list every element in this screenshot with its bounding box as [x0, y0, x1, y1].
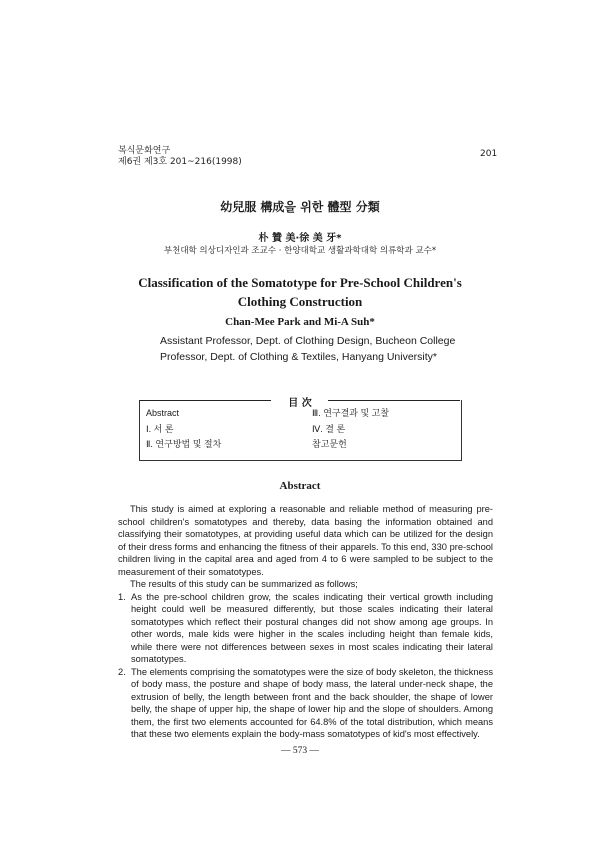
journal-header: [118, 146, 242, 168]
abstract-paragraph: This study is aimed at exploring a reasonable and reliable method of measuring pre-school children's somatotypes and thereby, data basing the information obtained and classifying their somatotypes, at providing useful data which can be utilized for the design of their dress forms and enhancing the fitness of their apparels. To this end, 330 pre-school children living in the capital area and aged from 4 to 6 were sampled to be subject to the measurement of their somatotypes.: [118, 504, 493, 577]
affiliation-korean: 부천대학 의상디자인과 조교수 · 한양대학교 생활과학대학 의류학과 교수*: [163, 246, 437, 256]
journal-name: 복식문화연구: [118, 146, 171, 156]
toc-item: 참고문헌: [312, 439, 347, 449]
authors-english: Chan-Mee Park and Mi-A Suh*: [225, 316, 375, 328]
toc-item: Abstract: [146, 408, 180, 418]
list-text: As the pre-school children grow, the scales indicating their vertical growth including height could well be measured differently, but those scales indicating their lateral somatotypes which reflect their postural changes did not show among age groups. In other words, male kids were higher in the scales including height than female kids, while there were not differences between sexes in most scales indicating their lateral somatotypes.: [131, 591, 493, 664]
affiliation-english-line2: Professor, Dept. of Clothing & Textiles, Hanyang University*: [160, 351, 438, 363]
page-footer: — 573 —: [281, 746, 319, 756]
toc-item: Ⅲ. 연구결과 및 고찰: [312, 408, 390, 418]
list-item: [118, 591, 493, 666]
title-english: [0, 273, 600, 311]
list-number: 1.: [118, 591, 126, 602]
toc-item: Ⅱ. 연구방법 및 절차: [146, 439, 222, 449]
journal-volume: 제6권 제3호 201~216(1998): [118, 157, 242, 167]
abstract-body: [118, 503, 493, 741]
affiliation-english: [160, 333, 455, 365]
title-korean: 幼兒服 構成을 위한 體型 分類: [220, 200, 380, 214]
abstract-heading: Abstract: [279, 480, 321, 492]
toc-item: Ⅳ. 결 론: [312, 423, 346, 434]
affiliation-english-line1: Assistant Professor, Dept. of Clothing Design, Bucheon College: [160, 335, 456, 347]
title-english-line1: Classification of the Somatotype for Pre-School Children's: [138, 275, 462, 290]
abstract-paragraph: The results of this study can be summarized as follows;: [130, 579, 358, 589]
toc-heading: 目 次: [288, 398, 312, 409]
list-text: The elements comprising the somatotypes were the size of body skeleton, the thickness of body mass, the posture and shape of body mass, the lateral under-neck shape, the extrusion of belly, the length between front and the back shoulder, the shape of lower belly, the shape of upper hip, the shape of lower hip and the slope of shoulders. Among them, the first two elements accounted for 64.8% of the total distribution, which means that these two elements explain the body-mass somatotypes of kid's most effectively.: [131, 666, 493, 739]
toc-column-right: [312, 406, 389, 453]
authors-korean: 朴 贊 美·徐 美 牙*: [258, 233, 342, 244]
page-number: 201: [480, 149, 498, 159]
toc-column-left: [146, 406, 221, 453]
list-item: [118, 666, 493, 741]
list-number: 2.: [118, 666, 126, 677]
toc-item: Ⅰ. 서 론: [146, 423, 174, 434]
title-english-line2: Clothing Construction: [237, 294, 363, 309]
